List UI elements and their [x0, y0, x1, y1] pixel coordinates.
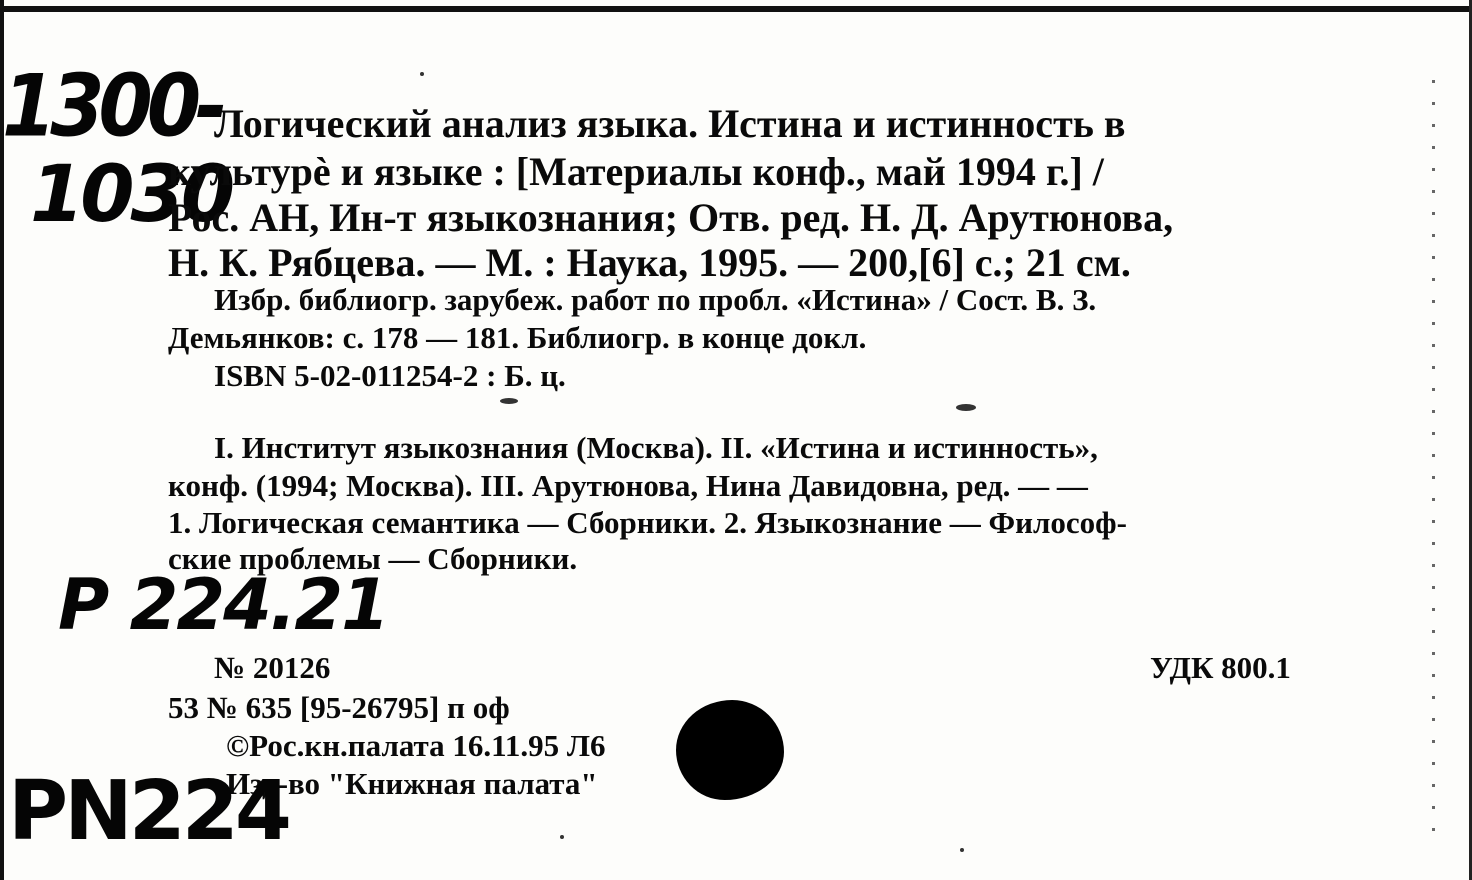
speck [956, 404, 976, 411]
card-top-edge [0, 6, 1472, 12]
speck [500, 398, 518, 404]
card-number: № 20126 [214, 650, 331, 685]
handwritten-stamp-mark: PN224 [8, 764, 288, 859]
speck [420, 72, 424, 76]
title-line-3: Рос. АН, Ин-т языкознания; Отв. ред. Н. Д. Арутюнова, [168, 195, 1174, 240]
call-number-mid: 1030 [30, 150, 232, 240]
tracing-line-2: конф. (1994; Москва). III. Арутюнова, Нина Давидовна, ред. — — [168, 468, 1088, 503]
title-line-2: культурѐ и языке : [Материалы конф., май 1994 г.] / [168, 149, 1104, 194]
tracing-line-3: 1. Логическая семантика — Сборники. 2. Языкознание — Философ- [168, 505, 1127, 540]
udk-code: УДК 800.1 [1150, 650, 1291, 685]
speck [960, 848, 964, 852]
notes-line-2: Демьянков: с. 178 — 181. Библиогр. в конце докл. [168, 320, 867, 355]
speck [560, 835, 564, 839]
copyright-line: ©Рос.кн.палата 16.11.95 Л6 [226, 728, 606, 763]
order-line: 53 № 635 [95-26795] п оф [168, 690, 510, 725]
tracing-line-4: ские проблемы — Сборники. [168, 541, 578, 576]
notes-line-1: Избр. библиогр. зарубеж. работ по пробл. «Истина» / Сост. В. З. [214, 282, 1097, 317]
isbn-line: ISBN 5-02-011254-2 : Б. ц. [214, 358, 566, 393]
title-line-1: Логический анализ языка. Истина и истинность в [214, 101, 1126, 146]
margin-dots [1432, 80, 1435, 840]
publisher-line: Изд-во "Книжная палата" [226, 766, 598, 801]
handwritten-shelf-mark: P 224.21 [58, 564, 388, 646]
title-line-4: Н. К. Рябцева. — М. : Наука, 1995. — 200,[6] с.; 21 см. [168, 240, 1131, 285]
tracing-line-1: I. Институт языкознания (Москва). II. «Истина и истинность», [214, 430, 1098, 465]
ink-blot [676, 700, 784, 800]
call-number-top: 1300- [2, 57, 222, 157]
